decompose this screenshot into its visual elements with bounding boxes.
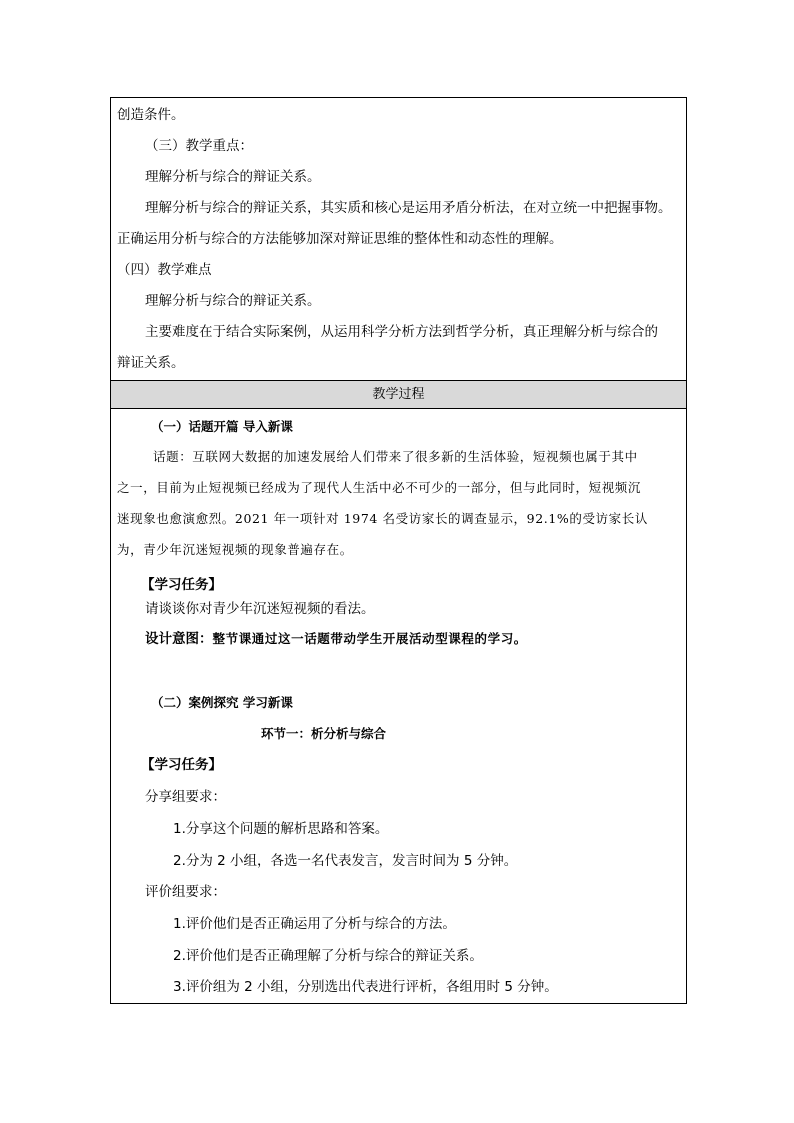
text-line: 理解分析与综合的辩证关系。 [145,169,321,185]
design-intent [145,631,527,647]
design-label: 设计意图： [145,631,213,647]
eval-item: 3.评价组为 2 小组，分别选出代表进行评析，各组用时 5 分钟。 [173,979,558,995]
text-line: 主要难度在于结合实际案例，从运用科学分析方法到哲学分析，真正理解分析与综合的 [145,324,658,340]
topic-line: 话题：互联网大数据的加速发展给人们带来了很多新的生活体验，短视频也属于其中 [153,449,638,464]
text-line: 理解分析与综合的辩证关系。 [145,293,321,309]
text-line: 正确运用分析与综合的方法能够加深对辩证思维的整体性和动态性的理解。 [117,231,563,247]
difficulty-heading: （四）教学难点 [117,262,212,278]
share-item: 1.分享这个问题的解析思路和答案。 [173,821,389,837]
task-label: 【学习任务】 [141,757,222,773]
lesson-table [110,97,687,1004]
design-text: 整节课通过这一话题带动学生开展活动型课程的学习。 [212,631,527,646]
share-label: 分享组要求： [145,789,226,805]
share-item: 2.分为 2 小组，各选一名代表发言，发言时间为 5 分钟。 [173,853,518,869]
eval-item: 1.评价他们是否正确运用了分析与综合的方法。 [173,916,456,932]
focus-heading: （三）教学重点： [145,138,253,154]
task-text: 请谈谈你对青少年沉迷短视频的看法。 [145,601,375,617]
eval-item: 2.评价他们是否正确理解了分析与综合的辩证关系。 [173,948,483,964]
topic-line: 之一，目前为止短视频已经成为了现代人生活中必不可少的一部分，但与此同时，短视频沉 [117,480,642,495]
topic-line: 为，青少年沉迷短视频的现象普遍存在。 [117,542,353,557]
section-header: 教学过程 [111,380,686,409]
part2-subheading: 环节一：析分析与综合 [261,726,387,741]
topic-line: 迷现象也愈演愈烈。2021 年一项针对 1974 名受访家长的调查显示，92.1%的受访家长认 [117,511,648,526]
part2-heading: （二）案例探究 学习新课 [151,695,293,710]
eval-label: 评价组要求： [145,884,226,900]
text-line: 辩证关系。 [117,355,185,371]
text-line: 理解分析与综合的辩证关系，其实质和核心是运用矛盾分析法，在对立统一中把握事物。 [145,200,672,216]
task-label: 【学习任务】 [141,577,222,593]
teaching-focus-section [111,98,686,380]
text-line: 创造条件。 [117,107,185,123]
teaching-process-section [111,409,686,1003]
part1-heading: （一）话题开篇 导入新课 [151,419,293,434]
